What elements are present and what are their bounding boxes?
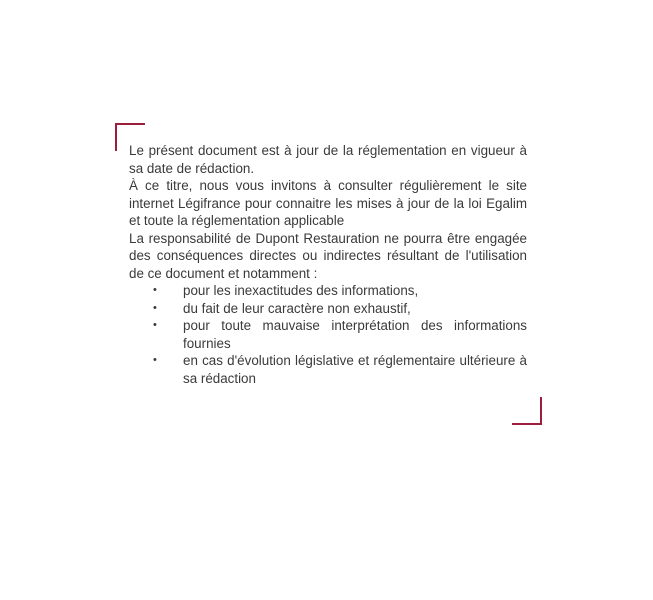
list-item-text: du fait de leur caractère non exhaustif, bbox=[183, 300, 411, 316]
paragraph-responsibility: La responsabilité de Dupont Restauration ne pourra être engagée des conséquences directes ou indirectes résultant de l'utilisation de ce document et notamment : bbox=[129, 230, 527, 281]
list-item bbox=[129, 300, 527, 318]
bullet-icon: • bbox=[153, 354, 157, 366]
list-item bbox=[129, 282, 527, 300]
paragraph-legifrance: À ce titre, nous vous invitons à consulter régulièrement le site internet Légifrance pour connaitre les mises à jour de la loi Egalim et toute la réglementation applicable bbox=[129, 178, 527, 228]
list-item bbox=[129, 317, 527, 352]
paragraph-up-to-date: Le présent document est à jour de la réglementation en vigueur à sa date de rédaction. bbox=[129, 143, 527, 176]
bullet-icon: • bbox=[153, 301, 157, 314]
bullet-icon: • bbox=[153, 319, 157, 331]
list-item bbox=[129, 352, 527, 387]
list-item-text: en cas d'évolution législative et réglementaire ultérieure à sa rédaction bbox=[183, 353, 527, 386]
limitations-list bbox=[129, 282, 527, 387]
list-item-text: pour les inexactitudes des informations, bbox=[183, 283, 419, 298]
disclaimer-text-block bbox=[129, 142, 527, 387]
bullet-icon: • bbox=[153, 284, 157, 296]
list-item-text: pour toute mauvaise interprétation des informations fournies bbox=[183, 318, 527, 351]
corner-bracket-bottom-right bbox=[512, 397, 542, 425]
